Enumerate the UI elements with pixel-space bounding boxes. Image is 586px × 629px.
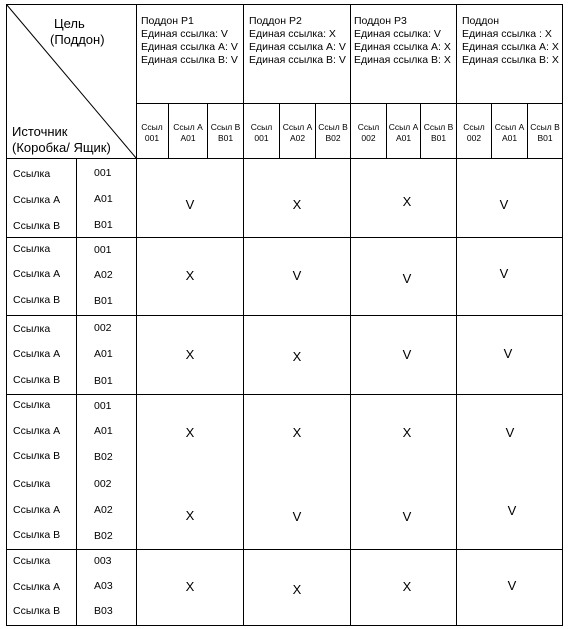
column-header: Ссыл 001 (141, 122, 163, 143)
match-mark: X (185, 425, 195, 440)
pallet-title: Поддон (462, 15, 500, 27)
target-header (50, 16, 105, 48)
pallet-title: Поддон P2 (249, 15, 302, 27)
source-ref-a-label: Ссылка A (13, 268, 61, 280)
match-mark: V (292, 509, 302, 524)
match-mark: X (185, 268, 195, 283)
source-ref-label: Ссылка (13, 168, 51, 180)
pallet-title: Поддон P3 (354, 15, 407, 27)
match-mark: V (499, 266, 509, 281)
source-ref-b-label: Ссылка B (13, 450, 61, 462)
pallet-line: Единая ссылка A: V (141, 41, 238, 53)
source-label: Источник (12, 124, 68, 139)
match-mark: V (292, 268, 302, 283)
match-mark: X (292, 582, 302, 597)
match-mark: X (292, 349, 302, 364)
pallet-line: Единая ссылка: V (141, 28, 228, 40)
source-ref-a-value: A03 (94, 580, 113, 592)
source-ref-b-value: B01 (94, 295, 113, 307)
source-ref-label: Ссылка (13, 555, 51, 567)
column-header: Ссыл 002 (463, 122, 485, 143)
column-header: Ссыл B B01 (423, 122, 454, 143)
pallet-line: Единая ссылка B: X (354, 54, 451, 66)
source-ref-label: Ссылка (13, 323, 51, 335)
source-ref-b-value: B03 (94, 605, 113, 617)
source-ref-a-label: Ссылка A (13, 425, 61, 437)
source-ref-value: 001 (94, 244, 112, 256)
source-ref-a-value: A01 (94, 425, 113, 437)
pallet-line: Единая ссылка A: V (249, 41, 346, 53)
column-header: Ссыл B B01 (210, 122, 241, 143)
match-mark: V (185, 197, 195, 212)
source-ref-value: 003 (94, 555, 112, 567)
column-header: Ссыл A A01 (173, 122, 203, 143)
match-mark: V (507, 503, 517, 518)
source-ref-value: 002 (94, 322, 112, 334)
pallet-line: Единая ссылка: X (249, 28, 336, 40)
column-header: Ссыл B B01 (530, 122, 560, 143)
source-ref-value: 002 (94, 478, 112, 490)
pallet-line: Единая ссылка: V (354, 28, 441, 40)
source-ref-label: Ссылка (13, 399, 51, 411)
source-ref-a-value: A01 (94, 348, 113, 360)
target-label: Цель (54, 16, 85, 31)
pallet-title: Поддон P1 (141, 15, 194, 27)
source-ref-b-label: Ссылка B (13, 529, 61, 541)
source-ref-a-value: A02 (94, 269, 113, 281)
source-ref-b-value: B02 (94, 451, 113, 463)
column-header: Ссыл A A01 (494, 122, 525, 143)
match-mark: X (185, 508, 195, 523)
match-mark: V (507, 578, 517, 593)
column-header: Ссыл B B02 (318, 122, 348, 143)
pallet-line: Единая ссылка B: V (141, 54, 238, 66)
source-ref-b-value: B01 (94, 219, 113, 231)
source-ref-value: 001 (94, 400, 112, 412)
match-mark: V (402, 347, 412, 362)
pallet-line: Единая ссылка : X (462, 28, 552, 40)
match-mark: V (499, 197, 509, 212)
pallet-line: Единая ссылка B: V (249, 54, 346, 66)
source-ref-b-value: B01 (94, 375, 113, 387)
match-mark: V (402, 509, 412, 524)
source-header (12, 124, 111, 156)
match-mark: V (402, 271, 412, 286)
source-ref-a-value: A01 (94, 193, 113, 205)
column-header: Ссыл 002 (357, 122, 380, 143)
source-ref-a-label: Ссылка A (13, 348, 61, 360)
pallet-line: Единая ссылка A: X (462, 41, 559, 53)
source-ref-b-label: Ссылка B (13, 294, 61, 306)
source-ref-label: Ссылка (13, 478, 51, 490)
column-header: Ссыл A A01 (388, 122, 419, 143)
source-ref-a-value: A02 (94, 504, 113, 516)
source-ref-value: 001 (94, 167, 112, 179)
match-mark: X (292, 425, 302, 440)
column-header: Ссыл A A02 (282, 122, 313, 143)
source-ref-b-value: B02 (94, 530, 113, 542)
source-ref-a-label: Ссылка A (13, 581, 61, 593)
match-mark: X (402, 579, 412, 594)
column-header: Ссыл 001 (250, 122, 273, 143)
source-ref-a-label: Ссылка A (13, 194, 61, 206)
match-mark: X (402, 425, 412, 440)
source-ref-b-label: Ссылка B (13, 220, 61, 232)
source-ref-a-label: Ссылка A (13, 504, 61, 516)
pallet-line: Единая ссылка A: X (354, 41, 451, 53)
match-mark: X (185, 579, 195, 594)
source-ref-label: Ссылка (13, 243, 51, 255)
match-mark: V (505, 425, 515, 440)
source-ref-b-label: Ссылка B (13, 374, 61, 386)
source-ref-b-label: Ссылка B (13, 605, 61, 617)
match-mark: X (292, 197, 302, 212)
pallet-line: Единая ссылка B: X (462, 54, 559, 66)
match-mark: X (402, 194, 412, 209)
source-sub: (Коробка/ Ящик) (12, 140, 111, 155)
target-sub: (Поддон) (50, 32, 105, 47)
match-mark: V (503, 346, 513, 361)
match-mark: X (185, 347, 195, 362)
